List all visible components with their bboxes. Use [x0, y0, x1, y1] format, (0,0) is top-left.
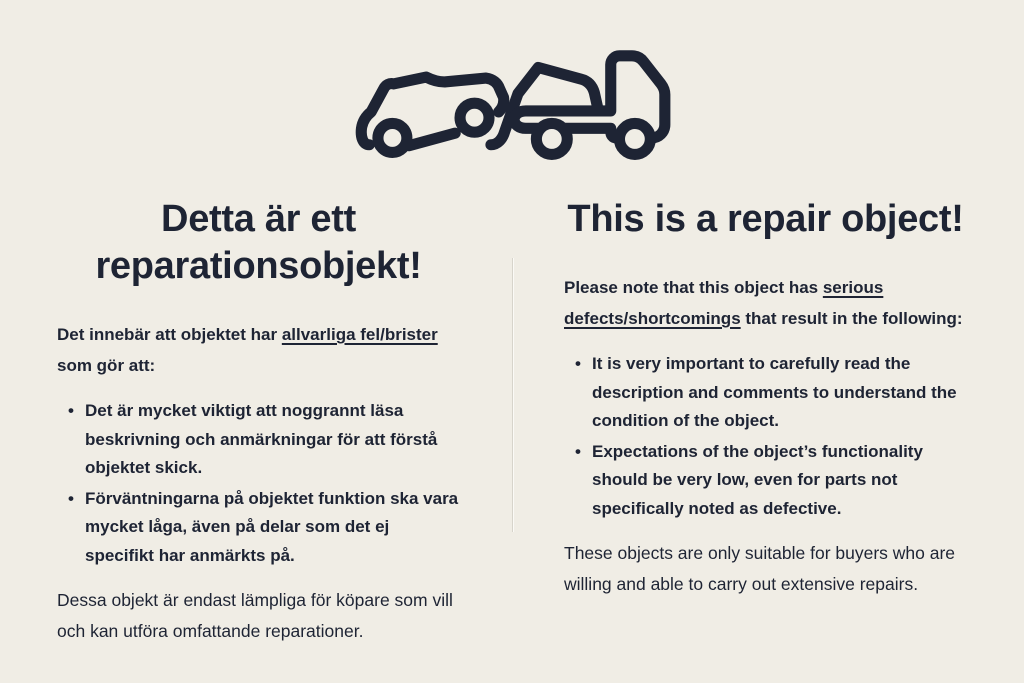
column-swedish	[57, 166, 460, 647]
column-english	[564, 166, 967, 647]
bullet-item: • Förväntningarna på objektet funktion ska vara mycket låga, även på delar som det ej specifikt har anmärkts på.	[85, 485, 460, 571]
intro-swedish-before: Det innebär att objektet har	[57, 325, 282, 344]
bullet-item: • Expectations of the object’s functionality should be very low, even for parts not specifically noted as defective.	[592, 438, 967, 524]
intro-swedish-after: som gör att:	[57, 356, 156, 375]
column-divider	[512, 258, 513, 532]
intro-english-before: Please note that this object has	[564, 278, 823, 297]
truck-rear-wheel	[536, 123, 567, 154]
intro-swedish	[57, 319, 460, 381]
heading-english: This is a repair object!	[567, 198, 964, 240]
car-underside-shape	[409, 133, 455, 146]
intro-english	[564, 272, 967, 334]
heading-swedish: Detta är ett reparationsobjekt!	[95, 198, 422, 287]
bullet-list-swedish	[57, 397, 460, 570]
bullet-list-english	[564, 350, 967, 523]
truck-front-wheel	[619, 123, 650, 154]
tow-truck-icon	[357, 52, 679, 166]
footer-note-english: These objects are only suitable for buyers who are willing and able to carry out extensive repairs.	[564, 543, 956, 594]
car-rear-wheel	[460, 103, 489, 132]
car-front-wheel	[378, 123, 407, 152]
bullet-item: • It is very important to carefully read the description and comments to understand the condition of the object.	[592, 350, 967, 436]
bullet-item: • Det är mycket viktigt att noggrannt läsa beskrivning och anmärkningar för att förstå objektet skick.	[85, 397, 460, 483]
intro-english-after: that result in the following:	[740, 309, 963, 328]
intro-swedish-underlined: allvarliga fel/brister	[281, 325, 438, 344]
icon-container	[0, 0, 1024, 166]
footer-note-swedish: Dessa objekt är endast lämpliga för köpare som vill och kan utföra omfattande reparationer.	[57, 590, 453, 641]
intro-english-underlined: serious defects/shortcomings	[564, 278, 884, 328]
